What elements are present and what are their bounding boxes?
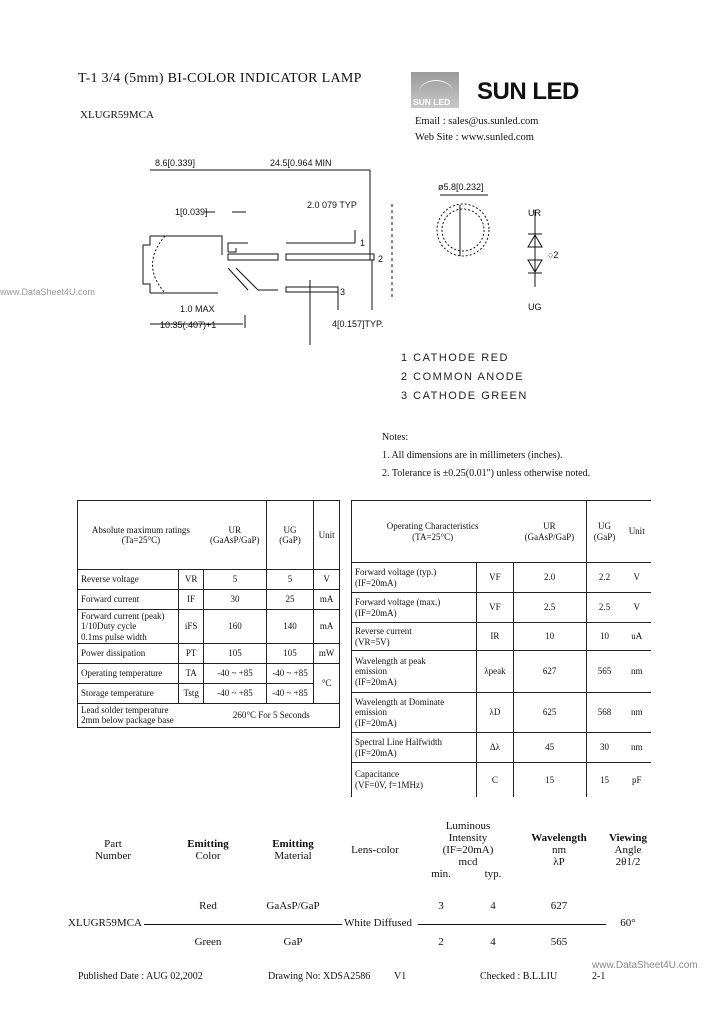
row-red-wavelength: 627 xyxy=(550,900,568,912)
row-green-color: Green xyxy=(194,936,222,948)
pin-3-label: 3 CATHODE GREEN xyxy=(401,390,528,402)
table-row: Forward current (peak) 1/10Duty cycle 0.1ms pulse width iFS 160 140 mA xyxy=(78,610,340,644)
table-row: Storage temperature Tstg -40 ~ +85 -40 ~ +85 xyxy=(78,684,340,704)
svg-text:ø5.8[0.232]: ø5.8[0.232] xyxy=(438,182,484,192)
divider-line xyxy=(144,924,342,925)
table-row: Forward voltage (max.) (IF=20mA) VF 2.5 2.5 V xyxy=(352,593,652,623)
row-green-wavelength: 565 xyxy=(550,936,568,948)
selection-part-number: XLUGR59MCA xyxy=(68,917,142,929)
table-row: Operating temperature TA -40 ~ +85 -40 ~ +85 °C xyxy=(78,664,340,684)
selection-viewing-angle: 60° xyxy=(620,917,636,929)
row-green-material: GaP xyxy=(283,936,303,948)
header-emitting-color: Emitting Color xyxy=(187,838,229,863)
table-row: Wavelength at Dominate emission (IF=20mA) λD 625 568 nm xyxy=(352,693,652,733)
divider-line xyxy=(418,924,606,925)
row-red-typ: 4 xyxy=(490,900,496,912)
abs-header-ur: UR (GaAsP/GaP) xyxy=(204,501,267,570)
notes-heading: Notes: xyxy=(382,432,409,443)
table-row: Wavelength at peak emission (IF=20mA) λpeak 627 565 nm xyxy=(352,651,652,693)
part-number: XLUGR59MCA xyxy=(80,109,154,121)
watermark-left: www.DataSheet4U.com xyxy=(0,287,96,297)
abs-header-unit: Unit xyxy=(314,501,340,570)
watermark-bottom: www.DataSheet4U.com xyxy=(592,960,698,971)
dim-24-5: 24.5[0.964 MIN xyxy=(270,158,332,168)
header-part-number: Part Number xyxy=(94,838,132,863)
row-red-min: 3 xyxy=(438,900,444,912)
pin-2-label: 2 COMMON ANODE xyxy=(401,371,525,383)
mechanical-drawing xyxy=(0,150,620,350)
sun-led-logo xyxy=(411,72,459,108)
svg-text:10.35(.407)+1: 10.35(.407)+1 xyxy=(160,320,217,330)
svg-text:○2: ○2 xyxy=(548,250,559,260)
logo-text: SUN LED xyxy=(413,97,451,107)
abs-header-ug: UG (GaP) xyxy=(266,501,313,570)
header-lens-color: Lens-color xyxy=(351,844,399,856)
svg-text:1.0 MAX: 1.0 MAX xyxy=(180,304,215,314)
brand-name: SUN LED xyxy=(477,78,579,105)
page-number: 2-1 xyxy=(592,971,606,982)
dim-8-6: 8.6[0.339] xyxy=(155,158,196,168)
published-date: Published Date : AUG 02,2002 xyxy=(78,971,203,982)
dim-2-0: 2.0 079 TYP xyxy=(307,200,357,210)
drawing-number: Drawing No: XDSA2586 xyxy=(268,971,371,982)
table-row: Forward voltage (typ.) (IF=20mA) VF 2.0 2.2 V xyxy=(352,563,652,593)
version: V1 xyxy=(394,971,407,982)
svg-text:UR: UR xyxy=(528,208,541,218)
row-red-material: GaAsP/GaP xyxy=(266,900,320,912)
svg-text:2: 2 xyxy=(378,254,384,264)
table-row: Reverse current (VR=5V) IR 10 10 uA xyxy=(352,623,652,651)
svg-text:3: 3 xyxy=(340,287,346,297)
absolute-max-ratings-table xyxy=(77,500,340,728)
table-row: Capacitance (VF=0V, f=1MHz) C 15 15 pF xyxy=(352,763,652,797)
header-viewing-angle: Viewing Angle 2θ1/2 xyxy=(608,832,648,869)
email: Email : sales@us.sunled.com xyxy=(415,116,539,127)
note-2: 2. Tolerance is ±0.25(0.01") unless otherwise noted. xyxy=(382,468,591,479)
row-green-typ: 4 xyxy=(490,936,496,948)
svg-text:4[0.157]TYP.: 4[0.157]TYP. xyxy=(332,319,384,329)
checked-by: Checked : B.L.LIU xyxy=(480,971,558,982)
table-row: Forward current IF 30 25 mA xyxy=(78,590,340,610)
website: Web Site : www.sunled.com xyxy=(415,132,534,143)
dim-flange: 1[0.039] xyxy=(175,207,208,217)
row-green-min: 2 xyxy=(438,936,444,948)
table-row: Spectral Line Halfwidth (IF=20mA) Δλ 45 30 nm xyxy=(352,733,652,763)
table-row: Lead solder temperature 2mm below package base 260°C For 5 Seconds xyxy=(78,704,340,728)
svg-text:1: 1 xyxy=(360,238,366,248)
selection-lens-color: White Diffused xyxy=(344,917,412,929)
row-red-color: Red xyxy=(199,900,217,912)
selection-guide xyxy=(68,820,658,950)
table-row: Reverse voltage VR 5 5 V xyxy=(78,570,340,590)
header-typ: typ. xyxy=(484,868,502,880)
table-row: Power dissipation PT 105 105 mW xyxy=(78,644,340,664)
header-luminous-intensity: Luminous Intensity (IF=20mA) mcd xyxy=(442,820,494,869)
header-emitting-material: Emitting Material xyxy=(272,838,314,863)
operating-characteristics-table: Operating Characteristics (TA=25°C) UR (GaAsP/GaP) UG (GaP) Unit Forward voltage (typ.) (IF=20mA) VF 2.0 2.2 V Forward voltage (max.) (IF=20mA) VF 2.5 2.5 V Reverse current (VR=5V) IR 10 10 uA Wavelength at peak emission (IF=20mA) λpeak 627 565 nm Wavelength at Dominate emission (IF=20mA) λD 625 568 nm Spectral Line Halfwidth (IF=20mA) Δλ 45 30 nm Capacitance (VF=0V, f=1MHz) C 15 15 pF xyxy=(351,500,651,797)
document-title: T-1 3/4 (5mm) BI-COLOR INDICATOR LAMP xyxy=(78,71,362,86)
header-min: min. xyxy=(431,868,451,880)
pin-1-label: 1 CATHODE RED xyxy=(401,352,509,364)
svg-text:UG: UG xyxy=(528,302,542,312)
header-wavelength: Wavelength nm λP xyxy=(531,832,587,869)
note-1: 1. All dimensions are in millimeters (inches). xyxy=(382,450,563,461)
abs-header-label: Absolute maximum ratings (Ta=25°C) xyxy=(78,501,204,570)
